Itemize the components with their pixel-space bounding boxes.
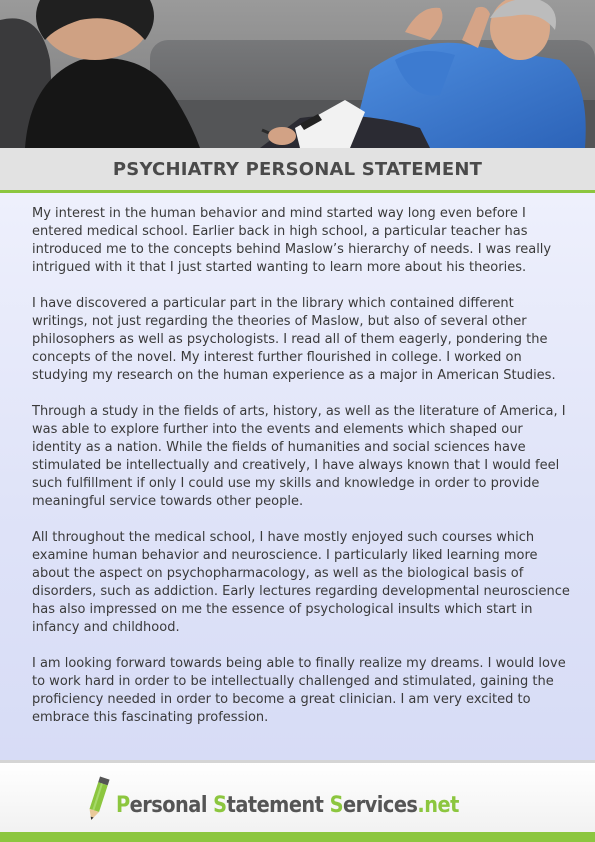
paragraph-5: I am looking forward towards being able to finally realize my dreams. I would love to work hard in order to be intellectually challenged and stimulated, gaining the proficiency needed in order to become a great clinician. I am very excited to embrace this fascinating profession. <box>32 656 566 725</box>
pencil-icon <box>84 775 112 823</box>
paragraph-4: All throughout the medical school, I have mostly enjoyed such courses which examine human behavior and neuroscience. I particularly liked learning more about the aspect on psychopharmacology, as well as the biological basis of disorders, such as addiction. Early lectures regarding developmental neuroscience has also impressed on me the essence of psychological insults which start in infancy and childhood. <box>32 530 570 635</box>
logo-part: S <box>212 793 227 818</box>
therapy-session-photo <box>0 0 595 148</box>
logo-part: ersonal <box>129 793 213 818</box>
statement-body <box>0 193 595 760</box>
logo-part: S <box>329 793 343 818</box>
logo-text <box>116 795 459 823</box>
logo-part: P <box>115 793 130 818</box>
site-logo[interactable] <box>84 775 506 823</box>
paragraph-2: I have discovered a particular part in the library which contained different writings, not just regarding the theories of Maslow, but also of several other philosophers as well as psychologists. I read all of them eagerly, pondering the concepts of the novel. My interest further flourished in college. I worked on studying my research on the human experience as a major in American Studies. <box>32 296 556 383</box>
footer <box>0 760 595 835</box>
page-title: PSYCHIATRY PERSONAL STATEMENT <box>112 158 483 180</box>
title-band <box>0 148 595 193</box>
paragraph-1: My interest in the human behavior and mind started way long even before I entered medical school. Earlier back in high school, a particular teacher has introduced me to the concepts behind Maslow’s hierarchy of needs. I was really intrigued with it that I just started wanting to learn more about his theories. <box>32 206 552 275</box>
logo-part: .net <box>417 793 459 818</box>
bottom-accent-bar <box>0 832 595 842</box>
logo-part: tatement <box>226 793 330 818</box>
logo-part: ervices <box>342 793 418 818</box>
header-photo <box>0 0 595 148</box>
paragraph-3: Through a study in the fields of arts, history, as well as the literature of America, I was able to explore further into the events and elements which shaped our identity as a nation. While the fields of humanities and social sciences have stimulated be intellectually and creatively, I have always known that I would feel such fulfillment if only I could use my skills and knowledge in order to provide meaningful service towards other people. <box>32 404 566 509</box>
